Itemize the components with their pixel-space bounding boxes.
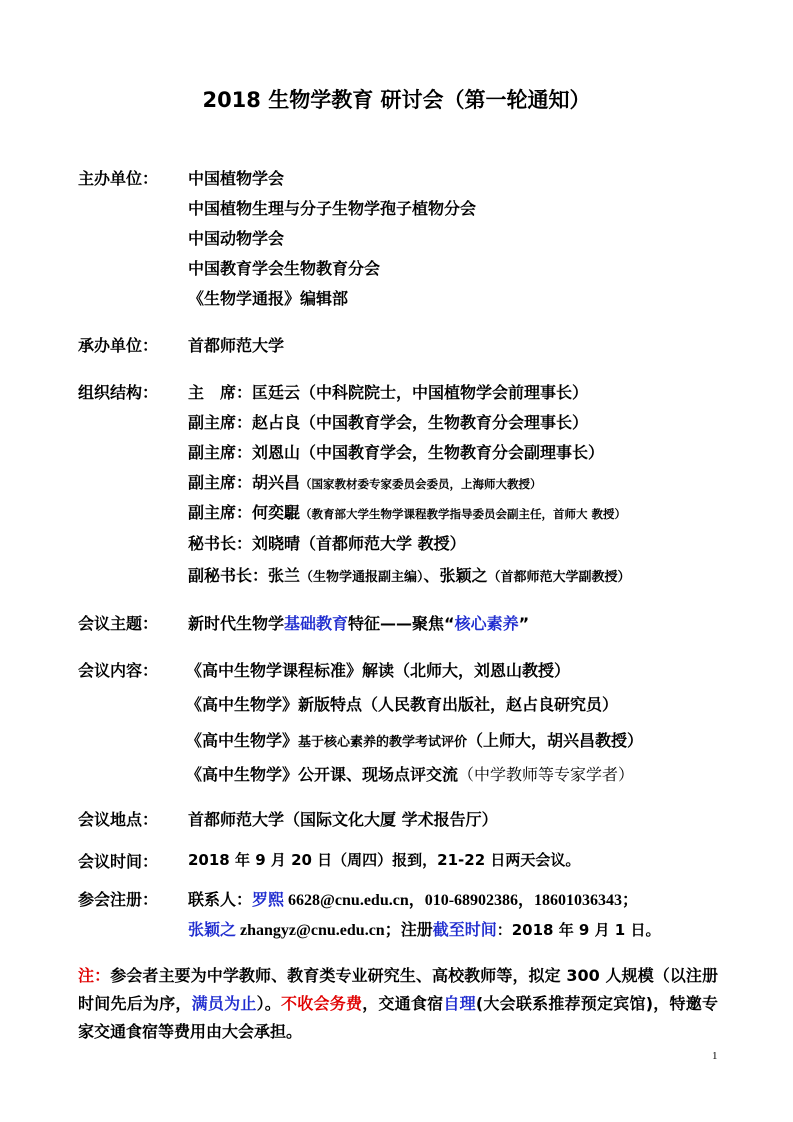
registration-line-2 [188, 917, 660, 940]
vice-chair-line [188, 500, 626, 523]
note-text: ）。 [256, 994, 282, 1013]
vice-chair-line: 副主席：刘恩山（中国教育学会，生物教育分会副理事长） [188, 443, 605, 462]
content-topic: 基于核心素养的教学考试评价 [298, 735, 468, 750]
note-text: 参会者主要为中学教师、教育类专业研究生、高校教师等，拟定 300 人规模（以注册时间先后为序， [78, 966, 718, 1013]
note-highlight: 满员为止 [191, 994, 257, 1013]
time-label: 会议时间： [78, 852, 159, 871]
note-highlight: 自理 [443, 994, 476, 1013]
venue-value: 首都师范大学（国际文化大厦 学术报告厅） [188, 810, 498, 829]
page-number: 1 [712, 1050, 718, 1062]
vice-secretary-name: 副秘书长：张兰 [188, 566, 301, 585]
deadline-label: 截至时间 [432, 920, 497, 939]
vice-chair-note: （教育部大学生物学课程教学指导委员会副主任，首师大 教授） [300, 507, 627, 521]
theme-text: ” [518, 614, 530, 633]
content-item [186, 728, 643, 751]
contact-info: zhangyz@cnu.edu.cn；注册 [236, 922, 433, 939]
content-item: 《高中生物学课程标准》解读（北师大，刘恩山教授） [186, 661, 571, 680]
organizer-item: 中国植物学会 [188, 169, 285, 188]
time-value: 2018 年 9 月 20 日（周四）报到，21-22 日两天会议。 [188, 851, 581, 869]
content-speaker: （上师大，胡兴昌教授） [467, 731, 644, 750]
organizer-item: 中国植物生理与分子生物学孢子植物分会 [188, 199, 477, 218]
organizer-item: 《生物学通报》编辑部 [188, 289, 349, 308]
deadline-value: ：2018 年 9 月 1 日。 [496, 921, 661, 939]
vice-chair-line [188, 470, 542, 493]
content-item: 《高中生物学》新版特点（人民教育出版社，赵占良研究员） [186, 695, 619, 714]
vice-chair-name: 副主席：胡兴昌 [188, 473, 301, 492]
organizer-item: 中国教育学会生物教育分会 [188, 259, 381, 278]
secretary-line: 秘书长：刘晓晴（首都师范大学 教授） [188, 534, 466, 553]
host-value: 首都师范大学 [188, 336, 285, 355]
vice-chair-note: （国家教材委专家委员会委员，上海师大教授） [300, 477, 542, 491]
page-title: 2018 生物学教育 研讨会（第一轮通知） [202, 88, 591, 112]
content-speaker: （中学教师等专家学者） [458, 765, 635, 784]
organizers-label: 主办单位： [78, 169, 159, 188]
contact-name: 张颖之 [188, 920, 237, 939]
chair-line: 主 席：匡廷云（中科院院士，中国植物学会前理事长） [188, 383, 589, 402]
vice-chair-name: 副主席：何奕騉 [188, 503, 301, 522]
theme-text: 新时代生物学 [188, 614, 285, 633]
contact-prefix: 联系人： [188, 890, 253, 909]
vice-chair-line: 副主席：赵占良（中国教育学会，生物教育分会理事长） [188, 413, 589, 432]
note-prefix: 注： [78, 966, 111, 985]
organizer-item: 中国动物学会 [188, 229, 285, 248]
note-text: (大会联系推荐预定宾馆)，特邀专家交通食宿等费用由大会承担。 [78, 994, 718, 1041]
theme-highlight: 基础教育 [284, 614, 349, 633]
structure-label: 组织结构： [78, 383, 159, 402]
content-item [186, 762, 634, 785]
registration-label: 参会注册： [78, 890, 159, 909]
content-book: 《高中生物学》 [186, 731, 299, 750]
contact-info: 6628@cnu.edu.cn，010-68902386，18601036343； [284, 892, 639, 909]
note-highlight-fee: 不收会务费 [281, 994, 363, 1013]
host-label: 承办单位： [78, 336, 159, 355]
vice-secretary-line [188, 563, 631, 586]
vice-secretary-name: 、张颖之 [423, 566, 488, 585]
content-label: 会议内容： [78, 661, 159, 680]
theme-label: 会议主题： [78, 614, 159, 633]
note-paragraph [78, 962, 718, 1046]
vice-secretary-note: （生物学通报副主编） [300, 570, 424, 585]
vice-secretary-note: （首都师范大学副教授） [487, 570, 631, 585]
theme-value [188, 611, 529, 634]
theme-text: 特征——聚焦“ [348, 614, 455, 633]
content-topic: 《高中生物学》公开课、现场点评交流 [186, 765, 459, 784]
registration-line-1 [188, 887, 638, 910]
contact-name: 罗熙 [252, 890, 285, 909]
theme-highlight: 核心素养 [454, 614, 519, 633]
note-text: ，交通食宿 [362, 994, 444, 1013]
venue-label: 会议地点： [78, 810, 159, 829]
